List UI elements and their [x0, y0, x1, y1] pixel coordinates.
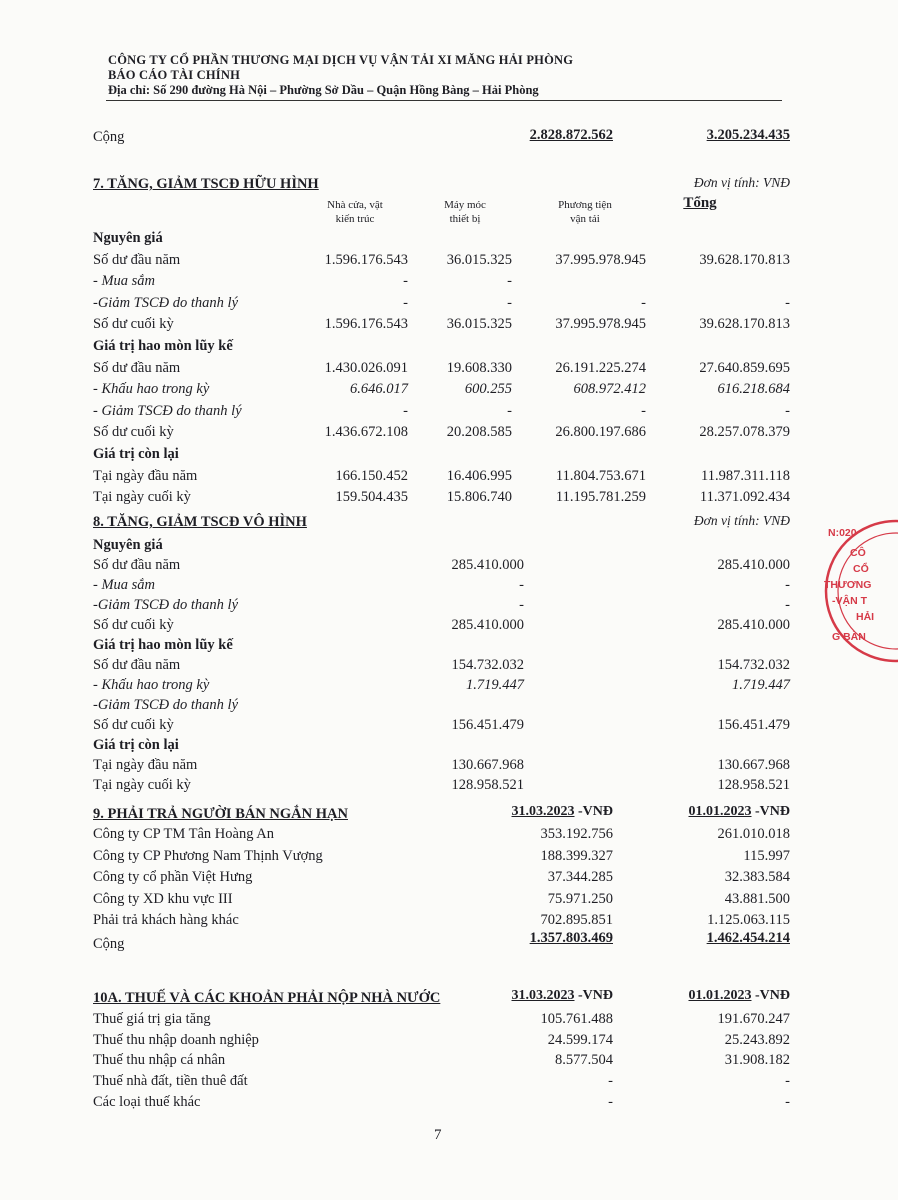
row-label: Nguyên giá — [93, 537, 163, 553]
cell-value: 11.804.753.671 — [555, 467, 646, 484]
section-10a-col-2: 01.01.2023 -VNĐ — [688, 988, 790, 1003]
cell-value: 1.125.063.115 — [707, 912, 790, 929]
cell-value: - — [403, 273, 408, 290]
section-8-title: 8. TĂNG, GIẢM TSCĐ VÔ HÌNH — [93, 514, 307, 530]
company-name: CÔNG TY CỔ PHẦN THƯƠNG MẠI DỊCH VỤ VẬN TẢI XI MĂNG HẢI PHÒNG — [108, 53, 574, 67]
cell-value: 37.344.285 — [547, 869, 613, 886]
cell-value: 616.218.684 — [717, 381, 790, 398]
header-rule — [106, 100, 782, 101]
tax-name: Thuế thu nhập cá nhân — [93, 1052, 226, 1069]
column-header-line-2: kiến trúc — [335, 213, 375, 225]
cell-value: - — [785, 577, 790, 593]
cell-value: 39.628.170.813 — [699, 251, 790, 268]
section-7-title: 7. TĂNG, GIẢM TSCĐ HỮU HÌNH — [93, 176, 319, 192]
column-header-line-1: Phương tiện — [558, 199, 612, 211]
cell-value: 285.410.000 — [451, 617, 524, 633]
cell-value: 130.667.968 — [451, 757, 524, 773]
column-header-line-2: thiết bị — [449, 213, 481, 225]
cell-value: 128.958.521 — [717, 777, 790, 793]
cell-value: 20.208.585 — [446, 424, 512, 441]
cell-value: 11.987.311.118 — [700, 467, 790, 484]
section-7-unit: Đơn vị tính: VNĐ — [693, 175, 790, 190]
row-label: Số dư đầu năm — [93, 251, 181, 268]
cell-value: 8.577.504 — [555, 1052, 613, 1069]
tax-name: Các loại thuế khác — [93, 1093, 201, 1110]
company-seal — [818, 516, 898, 666]
seal-text: HẢI — [856, 611, 875, 623]
cell-value: - — [641, 294, 646, 311]
seal-text: THƯƠNG — [824, 579, 872, 591]
cell-value: 166.150.452 — [335, 467, 408, 484]
cell-value: 43.881.500 — [724, 890, 790, 907]
cell-value: - — [641, 402, 646, 419]
cell-value: 15.806.740 — [446, 489, 512, 506]
row-label: Số dư cuối kỳ — [93, 717, 174, 733]
row-label: - Giảm TSCĐ do thanh lý — [93, 402, 242, 419]
cell-value: 702.895.851 — [540, 912, 613, 929]
column-header-line-1: Nhà cửa, vật — [327, 199, 383, 211]
cell-value: - — [519, 597, 524, 613]
cell-value: 156.451.479 — [717, 717, 790, 733]
cell-value: - — [403, 402, 408, 419]
row-label: -Giảm TSCĐ do thanh lý — [93, 697, 238, 713]
total-label: Cộng — [93, 936, 125, 952]
cell-value: 11.371.092.434 — [699, 489, 790, 506]
cell-value: - — [608, 1073, 613, 1090]
cell-value: 27.640.859.695 — [699, 359, 790, 376]
cell-value: 26.191.225.274 — [555, 359, 646, 376]
seal-text: G BÀN — [832, 631, 866, 643]
seal-text: CÔ — [850, 547, 866, 559]
page-number: 7 — [434, 1127, 442, 1143]
column-header-1 — [300, 198, 410, 226]
cell-value: - — [785, 597, 790, 613]
section-10a-title: 10A. THUẾ VÀ CÁC KHOẢN PHẢI NỘP NHÀ NƯỚC — [93, 990, 441, 1006]
cell-value: 26.800.197.686 — [555, 424, 646, 441]
row-label: -Giảm TSCĐ do thanh lý — [93, 294, 238, 311]
tax-name: Thuế giá trị gia tăng — [93, 1011, 211, 1027]
row-label: Số dư đầu năm — [93, 657, 181, 673]
cell-value: - — [519, 577, 524, 593]
seal-text: -VẬN T — [832, 595, 867, 607]
row-label: Số dư đầu năm — [93, 557, 181, 573]
cell-value: 31.908.182 — [724, 1052, 790, 1069]
cell-value: - — [507, 402, 512, 419]
cell-value: 188.399.327 — [540, 847, 613, 864]
section-8-unit: Đơn vị tính: VNĐ — [693, 513, 790, 528]
total-value: 1.357.803.469 — [529, 930, 613, 946]
supplier-name: Công ty CP TM Tân Hoàng An — [93, 826, 274, 842]
column-header-total: Tổng — [683, 195, 717, 211]
cell-value: 608.972.412 — [573, 381, 646, 398]
cell-value: - — [507, 273, 512, 290]
row-label: Tại ngày cuối kỳ — [93, 489, 191, 506]
cell-value: 25.243.892 — [724, 1031, 790, 1048]
top-total-value-2: 3.205.234.435 — [706, 127, 790, 143]
cell-value: 154.732.032 — [717, 657, 790, 673]
row-label: Giá trị hao mòn lũy kế — [93, 637, 233, 653]
cell-value: 37.995.978.945 — [555, 251, 646, 268]
total-value: 1.462.454.214 — [706, 930, 790, 946]
cell-value: - — [785, 402, 790, 419]
row-label: -Giảm TSCĐ do thanh lý — [93, 597, 238, 613]
company-address: Địa chỉ: Số 290 đường Hà Nội – Phường Sở Dầu – Quận Hồng Bàng – Hải Phòng — [108, 83, 539, 97]
row-label: Giá trị còn lại — [93, 446, 179, 462]
cell-value: 1.719.447 — [466, 677, 524, 693]
column-header-line-1: Máy móc — [444, 199, 486, 211]
row-label: Giá trị còn lại — [93, 737, 179, 753]
row-label: - Khấu hao trong kỳ — [93, 381, 210, 398]
cell-value: 600.255 — [464, 381, 512, 398]
cell-value: 156.451.479 — [451, 717, 524, 733]
cell-value: 1.436.672.108 — [324, 424, 408, 441]
section-9-col-1: 31.03.2023 -VNĐ — [511, 804, 613, 819]
row-label: Số dư cuối kỳ — [93, 617, 174, 633]
cell-value: 353.192.756 — [540, 826, 613, 842]
cell-value: 37.995.978.945 — [555, 316, 646, 333]
tax-name: Thuế thu nhập doanh nghiệp — [93, 1031, 259, 1048]
row-label: Số dư đầu năm — [93, 359, 181, 376]
cell-value: 285.410.000 — [717, 617, 790, 633]
row-label: Tại ngày đầu năm — [93, 757, 198, 773]
seal-text: CỔ — [853, 563, 869, 575]
cell-value: 1.719.447 — [732, 677, 790, 693]
row-label: - Mua sắm — [93, 577, 156, 593]
cell-value: - — [507, 294, 512, 311]
column-header-2 — [425, 198, 505, 226]
row-label: Nguyên giá — [93, 230, 163, 246]
cell-value: 19.608.330 — [446, 359, 512, 376]
supplier-name: Công ty CP Phương Nam Thịnh Vượng — [93, 847, 323, 864]
cell-value: 130.667.968 — [717, 757, 790, 773]
row-label: Giá trị hao mòn lũy kế — [93, 338, 233, 354]
cell-value: 1.596.176.543 — [324, 316, 408, 333]
row-label: Số dư cuối kỳ — [93, 424, 174, 441]
seal-text: N:020 — [828, 527, 857, 539]
section-9-title: 9. PHẢI TRẢ NGƯỜI BÁN NGẮN HẠN — [93, 806, 348, 822]
cell-value: 6.646.017 — [350, 381, 408, 398]
top-total-label: Cộng — [93, 129, 125, 145]
section-9-col-2: 01.01.2023 -VNĐ — [688, 804, 790, 819]
cell-value: 115.997 — [743, 847, 790, 864]
column-header-3 — [530, 198, 640, 226]
cell-value: 32.383.584 — [724, 869, 790, 886]
row-label: - Mua sắm — [93, 273, 156, 290]
cell-value: 1.596.176.543 — [324, 251, 408, 268]
supplier-name: Công ty XD khu vực III — [93, 890, 233, 907]
supplier-name: Công ty cổ phần Việt Hưng — [93, 869, 253, 886]
cell-value: 159.504.435 — [335, 489, 408, 506]
section-10a-col-1: 31.03.2023 -VNĐ — [511, 988, 613, 1003]
cell-value: 154.732.032 — [451, 657, 524, 673]
cell-value: - — [403, 294, 408, 311]
cell-value: 28.257.078.379 — [699, 424, 790, 441]
tax-name: Thuế nhà đất, tiền thuê đất — [93, 1073, 248, 1090]
cell-value: 128.958.521 — [451, 777, 524, 793]
cell-value: - — [785, 294, 790, 311]
supplier-name: Phải trả khách hàng khác — [93, 912, 239, 929]
cell-value: 36.015.325 — [446, 251, 512, 268]
cell-value: 36.015.325 — [446, 316, 512, 333]
cell-value: 261.010.018 — [717, 826, 790, 842]
cell-value: - — [608, 1093, 613, 1110]
cell-value: - — [785, 1093, 790, 1110]
cell-value: 105.761.488 — [540, 1011, 613, 1027]
cell-value: 39.628.170.813 — [699, 316, 790, 333]
row-label: Tại ngày đầu năm — [93, 467, 198, 484]
cell-value: 75.971.250 — [547, 890, 613, 907]
row-label: Số dư cuối kỳ — [93, 316, 174, 333]
cell-value: 1.430.026.091 — [324, 359, 408, 376]
cell-value: 11.195.781.259 — [555, 489, 646, 506]
report-title: BÁO CÁO TÀI CHÍNH — [108, 68, 241, 82]
top-total-value-1: 2.828.872.562 — [529, 127, 613, 143]
cell-value: 191.670.247 — [717, 1011, 790, 1027]
cell-value: 24.599.174 — [547, 1031, 613, 1048]
cell-value: - — [785, 1073, 790, 1090]
row-label: - Khấu hao trong kỳ — [93, 677, 210, 693]
column-header-line-2: vận tải — [570, 213, 600, 225]
cell-value: 16.406.995 — [446, 467, 512, 484]
cell-value: 285.410.000 — [717, 557, 790, 573]
row-label: Tại ngày cuối kỳ — [93, 777, 191, 793]
cell-value: 285.410.000 — [451, 557, 524, 573]
